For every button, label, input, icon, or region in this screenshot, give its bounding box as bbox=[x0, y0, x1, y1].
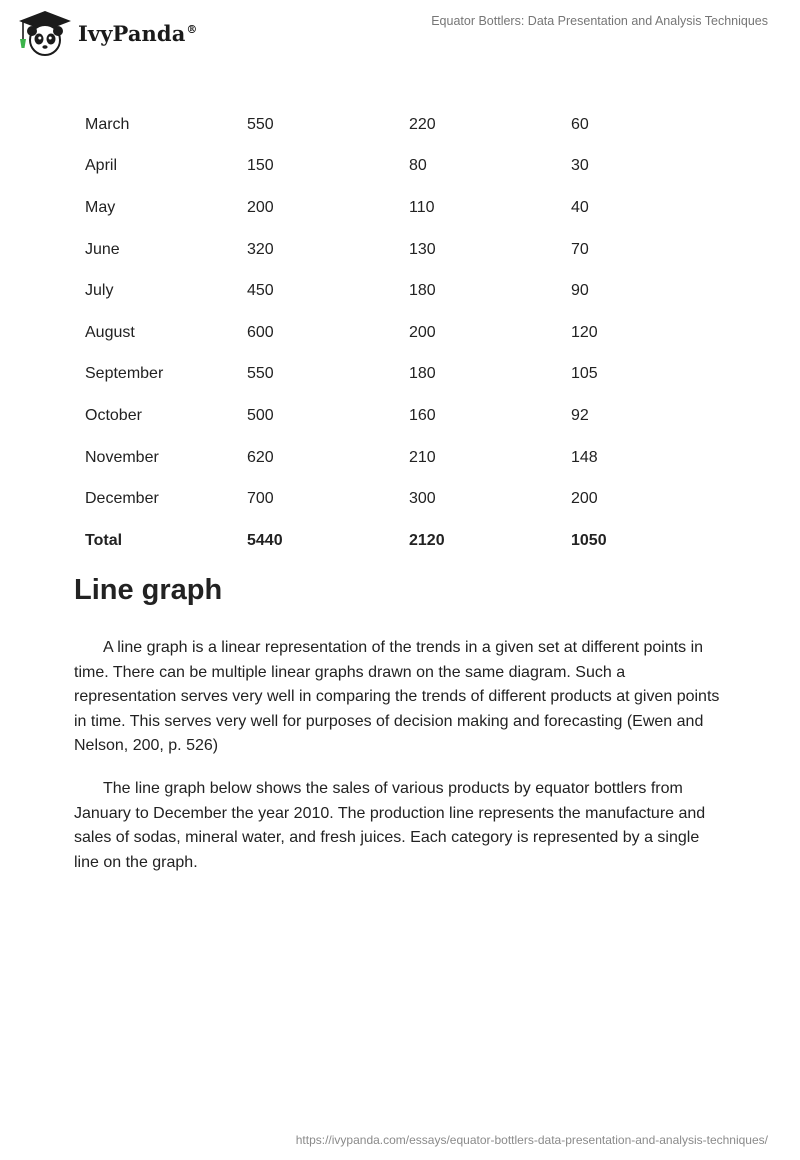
fresh-juices-cell: 40 bbox=[571, 198, 589, 216]
table-row bbox=[74, 395, 724, 437]
table-row bbox=[74, 437, 724, 479]
sales-table bbox=[74, 104, 724, 562]
month-cell: September bbox=[85, 365, 164, 383]
fresh-juices-cell: 200 bbox=[571, 490, 598, 508]
month-cell: March bbox=[85, 115, 130, 133]
mineral-water-cell: 180 bbox=[409, 365, 436, 383]
month-cell: October bbox=[85, 406, 142, 424]
month-cell: April bbox=[85, 157, 118, 175]
mineral-water-total: 2120 bbox=[409, 531, 445, 549]
fresh-juices-cell: 70 bbox=[571, 240, 589, 258]
section-heading: Line graph bbox=[74, 574, 223, 606]
sodas-cell: 450 bbox=[247, 282, 274, 300]
sodas-total: 5440 bbox=[247, 531, 283, 549]
sales-table-body bbox=[74, 104, 724, 562]
total-label: Total bbox=[85, 531, 123, 549]
sodas-cell: 620 bbox=[247, 448, 274, 466]
sodas-cell: 550 bbox=[247, 365, 274, 383]
month-cell: July bbox=[85, 282, 114, 300]
table-row bbox=[74, 146, 724, 188]
mineral-water-cell: 220 bbox=[409, 115, 436, 133]
mineral-water-cell: 130 bbox=[409, 240, 436, 258]
table-row bbox=[74, 229, 724, 271]
table-row bbox=[74, 187, 724, 229]
sodas-cell: 200 bbox=[247, 198, 274, 216]
mineral-water-cell: 180 bbox=[409, 282, 436, 300]
mineral-water-cell: 200 bbox=[409, 323, 436, 341]
fresh-juices-cell: 60 bbox=[571, 115, 589, 133]
month-cell: December bbox=[85, 490, 159, 508]
month-cell: August bbox=[85, 323, 135, 341]
brand-logo[interactable] bbox=[14, 8, 198, 58]
mineral-water-cell: 160 bbox=[409, 406, 436, 424]
fresh-juices-cell: 148 bbox=[571, 448, 598, 466]
table-row bbox=[74, 354, 724, 396]
sodas-cell: 600 bbox=[247, 323, 274, 341]
fresh-juices-cell: 30 bbox=[571, 157, 589, 175]
sodas-cell: 550 bbox=[247, 115, 274, 133]
fresh-juices-total: 1050 bbox=[571, 531, 607, 549]
month-cell: November bbox=[85, 448, 159, 466]
document-title: Equator Bottlers: Data Presentation and Analysis Techniques bbox=[431, 14, 768, 28]
table-row bbox=[74, 104, 724, 146]
fresh-juices-cell: 90 bbox=[571, 282, 589, 300]
mineral-water-cell: 300 bbox=[409, 490, 436, 508]
fresh-juices-cell: 105 bbox=[571, 365, 598, 383]
fresh-juices-cell: 92 bbox=[571, 406, 589, 424]
sodas-cell: 320 bbox=[247, 240, 274, 258]
fresh-juices-cell: 120 bbox=[571, 323, 598, 341]
month-cell: May bbox=[85, 198, 116, 216]
mineral-water-cell: 80 bbox=[409, 157, 427, 175]
mineral-water-cell: 110 bbox=[409, 198, 435, 216]
sodas-cell: 700 bbox=[247, 490, 274, 508]
mineral-water-cell: 210 bbox=[409, 448, 436, 466]
table-row bbox=[74, 478, 724, 520]
panda-graduate-icon bbox=[14, 8, 76, 58]
table-row bbox=[74, 270, 724, 312]
total-row bbox=[74, 520, 724, 562]
sodas-cell: 500 bbox=[247, 406, 274, 424]
month-cell: June bbox=[85, 240, 120, 258]
brand-name: IvyPanda® bbox=[78, 20, 198, 46]
source-url-link[interactable]: https://ivypanda.com/essays/equator-bottlers-data-presentation-and-analysis-techniques/ bbox=[295, 1133, 768, 1147]
registered-mark: ® bbox=[186, 22, 198, 36]
paragraph: The line graph below shows the sales of various products by equator bottlers from January to December the year 2010. The production line represents the manufacture and sales of sodas, mineral water, and fresh juices. Each category is represented by a single line on the graph. bbox=[74, 780, 706, 871]
table-row bbox=[74, 312, 724, 354]
sodas-cell: 150 bbox=[247, 157, 274, 175]
paragraph: A line graph is a linear representation of the trends in a given set at different points in time. There can be multiple linear graphs drawn on the same diagram. Such a representation serves very well in comparing the trends of different products at given points in time. This serves very well for purposes of decision making and forecasting (Ewen and Nelson, 200, p. 526) bbox=[74, 639, 720, 755]
